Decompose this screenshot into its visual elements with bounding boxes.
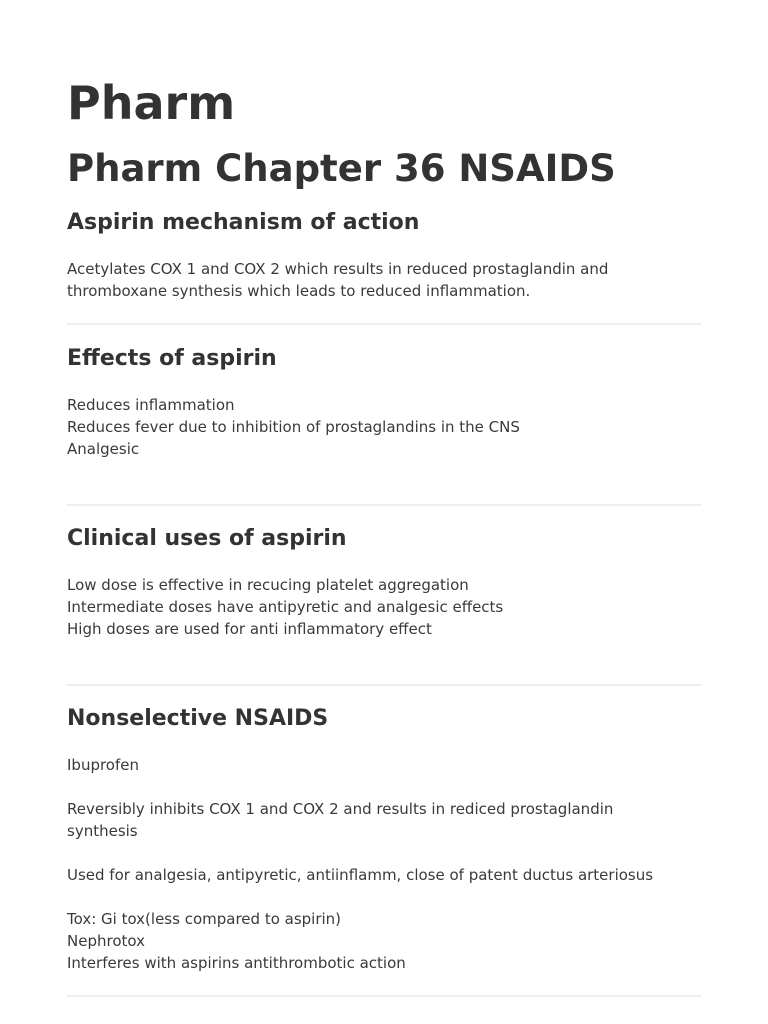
- card-definition: [67, 258, 701, 302]
- card-divider: [67, 995, 701, 997]
- definition-line: Ibuprofen: [67, 756, 140, 774]
- definition-line: thromboxane synthesis which leads to reduced inflammation.: [67, 282, 531, 300]
- flashcard-nonselective-nsaids: [67, 704, 701, 974]
- definition-line: [67, 886, 701, 908]
- definition-line: Used for analgesia, antipyretic, antiinflamm, close of patent ductus arteriosus: [67, 866, 654, 884]
- flashcard-effects-of-aspirin: [67, 344, 701, 460]
- card-term: Clinical uses of aspirin: [67, 526, 347, 551]
- set-title: Pharm Chapter 36 NSAIDS: [67, 147, 616, 190]
- card-term: Aspirin mechanism of action: [67, 210, 420, 235]
- definition-line: Tox: Gi tox(less compared to aspirin): [67, 910, 342, 928]
- definition-line: Reduces fever due to inhibition of prostaglandins in the CNS: [67, 418, 520, 436]
- definition-line: Intermediate doses have antipyretic and analgesic effects: [67, 598, 504, 616]
- definition-line: [67, 842, 701, 864]
- card-divider: [67, 504, 701, 506]
- card-divider: [67, 323, 701, 325]
- definition-line: Interferes with aspirins antithrombotic action: [67, 954, 406, 972]
- definition-line: Reduces inflammation: [67, 396, 235, 414]
- deck-title: Pharm: [67, 76, 236, 130]
- definition-line: Low dose is effective in recucing platelet aggregation: [67, 576, 469, 594]
- card-term: Effects of aspirin: [67, 346, 277, 371]
- card-divider: [67, 684, 701, 686]
- definition-line: Nephrotox: [67, 932, 145, 950]
- definition-line: Reversibly inhibits COX 1 and COX 2 and results in rediced prostaglandin: [67, 800, 614, 818]
- definition-line: High doses are used for anti inflammatory effect: [67, 620, 432, 638]
- flashcard-clinical-uses-of-aspirin: [67, 524, 701, 640]
- definition-line: synthesis: [67, 822, 138, 840]
- flashcard-aspirin-mechanism: [67, 208, 701, 302]
- definition-line: Analgesic: [67, 440, 140, 458]
- definition-line: Acetylates COX 1 and COX 2 which results in reduced prostaglandin and: [67, 260, 609, 278]
- card-term: Nonselective NSAIDS: [67, 706, 329, 731]
- card-definition: [67, 394, 701, 460]
- card-definition: [67, 574, 701, 640]
- card-definition: [67, 754, 701, 974]
- definition-line: [67, 776, 701, 798]
